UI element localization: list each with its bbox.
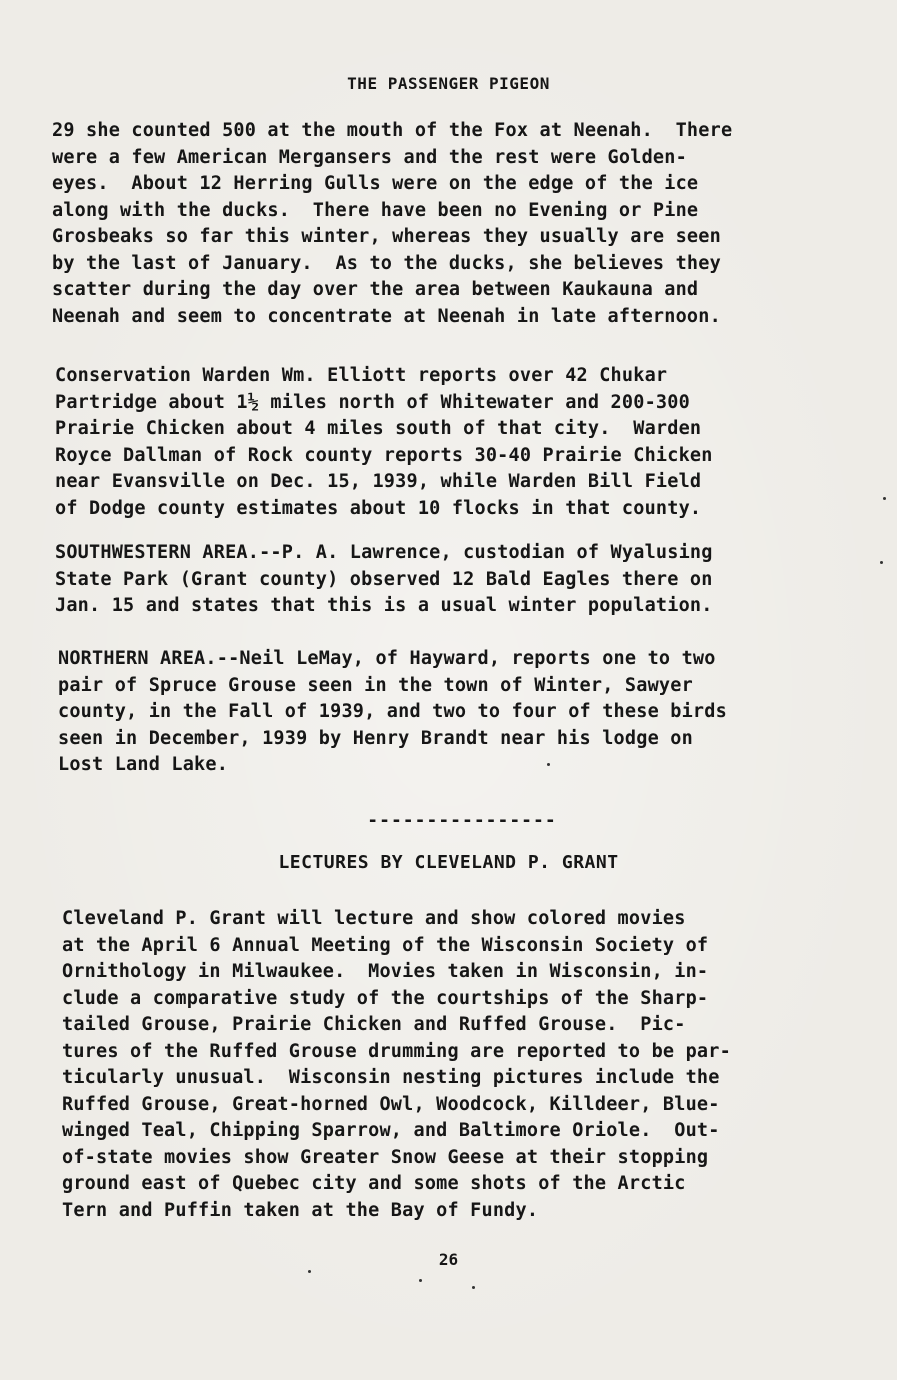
text-line: Ornithology in Milwaukee. Movies taken in Wisconsin, in- — [62, 961, 709, 982]
text-line: clude a comparative study of the courtships of the Sharp- — [62, 987, 709, 1009]
text-line: of-state movies show Greater Snow Geese at their stopping — [62, 1146, 709, 1168]
text-line: scatter during the day over the area between Kaukauna and — [52, 279, 699, 300]
text-line: by the last of January. As to the ducks, she believes they — [52, 252, 721, 274]
text-line: Jan. 15 and states that this is a usual winter population. — [55, 595, 713, 616]
paragraph-lectures — [62, 906, 862, 1224]
text-line: ticularly unusual. Wisconsin nesting pictures include the — [62, 1067, 720, 1088]
text-line: county, in the Fall of 1939, and two to four of these birds — [58, 701, 727, 722]
text-line: Lost Land Lake. — [58, 754, 229, 775]
text-line: Royce Dallman of Rock county reports 30-40 Prairie Chicken — [55, 444, 713, 466]
section-title: LECTURES BY CLEVELAND P. GRANT — [278, 852, 619, 873]
text-line: of Dodge county estimates about 10 flocks in that county. — [55, 497, 702, 519]
text-line: Ruffed Grouse, Great-horned Owl, Woodcock, Killdeer, Blue- — [62, 1093, 720, 1115]
text-line: tailed Grouse, Prairie Chicken and Ruffed Grouse. Pic- — [62, 1014, 686, 1035]
text-line: Grosbeaks so far this winter, whereas they usually are seen — [52, 226, 721, 247]
text-line: Tern and Puffin taken at the Bay of Fundy. — [62, 1199, 539, 1221]
text-line: SOUTHWESTERN AREA.--P. A. Lawrence, custodian of Wyalusing — [55, 542, 713, 563]
text-line: Cleveland P. Grant will lecture and show colored movies — [62, 908, 686, 929]
text-line: eyes. About 12 Herring Gulls were on the edge of the ice — [52, 173, 699, 194]
paragraph-southwestern-area — [55, 540, 855, 620]
text-line: tures of the Ruffed Grouse drumming are reported to be par- — [62, 1040, 731, 1062]
speck — [883, 497, 886, 500]
text-line: Neenah and seem to concentrate at Neenah in late afternoon. — [52, 305, 721, 327]
text-line: winged Teal, Chipping Sparrow, and Baltimore Oriole. Out- — [62, 1120, 720, 1141]
text-line: at the April 6 Annual Meeting of the Wisconsin Society of — [62, 934, 709, 956]
paragraph-northern-area — [58, 646, 858, 779]
text-line: Prairie Chicken about 4 miles south of that city. Warden — [55, 418, 702, 439]
text-line: 29 she counted 500 at the mouth of the Fox at Neenah. There — [52, 120, 733, 141]
text-line: Partridge about 1½ miles north of Whitewater and 200-300 — [55, 391, 690, 413]
speck — [419, 1279, 422, 1282]
speck — [308, 1270, 311, 1273]
speck — [547, 763, 550, 766]
paragraph-ducks-neenah — [52, 118, 852, 330]
page-number: 26 — [438, 1250, 459, 1269]
text-line: Conservation Warden Wm. Elliott reports over 42 Chukar — [55, 365, 668, 386]
paragraph-conservation-warden — [55, 363, 855, 522]
speck — [472, 1286, 475, 1289]
text-line: pair of Spruce Grouse seen in the town of Winter, Sawyer — [58, 674, 693, 696]
running-header: THE PASSENGER PIGEON — [347, 74, 550, 93]
text-line: along with the ducks. There have been no Evening or Pine — [52, 199, 699, 221]
text-line: State Park (Grant county) observed 12 Bald Eagles there on — [55, 568, 713, 590]
text-line: near Evansville on Dec. 15, 1939, while Warden Bill Field — [55, 471, 702, 492]
text-line: seen in December, 1939 by Henry Brandt near his lodge on — [58, 727, 693, 749]
section-divider: ---------------- — [367, 810, 557, 831]
text-line: were a few American Mergansers and the rest were Golden- — [52, 146, 687, 168]
text-line: ground east of Quebec city and some shots of the Arctic — [62, 1173, 686, 1194]
speck — [880, 561, 883, 564]
text-line: NORTHERN AREA.--Neil LeMay, of Hayward, reports one to two — [58, 648, 716, 669]
